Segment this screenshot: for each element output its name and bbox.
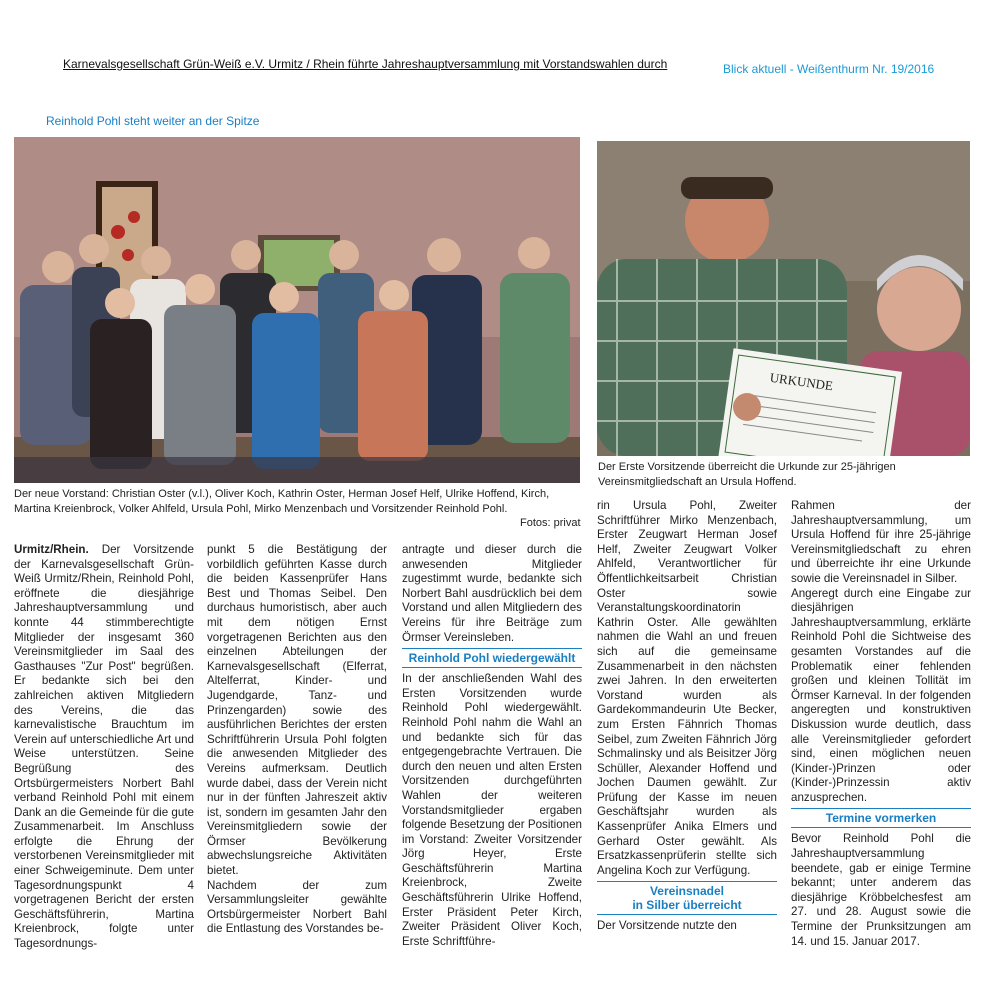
section-heading-silver-pin-line1: Vereinsnadel [649,884,725,899]
certificate-photo [597,141,970,456]
section-heading-reelection: Reinhold Pohl wiedergewählt [402,648,582,668]
article-column-4 [597,499,777,934]
article-column-1 [14,543,194,952]
section-heading-silver-pin-line2: in Silber überreicht [632,898,742,913]
column-4-text-a: rin Ursula Pohl, Zweiter Schriftführer Mirko Menzenbach, Erster Zeugwart Herman Josef Helf, Zweiter Zeugwart Volker Ahlfeld, Verantwortlicher für Öffentlichkeitsarbeit Christian Oster sowie Veranstaltungskoordinatorin Kathrin Oster. Alle gewählten nahmen die Wahl an und freuen sich auf die gemeinsame Zusammenarbeit in den nächsten zwei Jahren. In den erweiterten Vorstand wurden als Gardekommandeurin Ute Becker, zum Ersten Fähnrich Thomas Seibel, zum Zweiten Fähnrich Jörg Schmalinsky und als Beisitzer Jörg Schüller, Alexander Hoffend und Jochen Daumen gewählt. Zur Prüfung der Kasse im neuen Geschäftsjahr wurden als Kassenprüfer Anika Elmers und Gerhard Oster gewählt. Als Ersatzkassenprüferin stellte sich Angelina Koch zur Verfügung. [597,499,777,877]
column-1-text: Der Vorsitzende der Karnevalsgesellschaft Grün-Weiß Urmitz/Rhein, Reinhold Pohl, eröffnete die diesjährige Jahreshauptversammlung und konnte 44 stimmberechtigte Mitglieder der insgesamt 360 Vereinsmitglieder im Saal des Gasthauses "Zur Post" begrüßen. Er bedankte sich bei den zahlreichen aktiven Mitgliedern des Vereins, die das karnevalistische Brauchtum im Verein auf unterschiedliche Art und Weise unterstützen. Seine Begrüßung des Ortsbürgermeisters Norbert Bahl verband Reinhold Pohl mit einem Dank an die Gemeinde für die gute Zusammenarbeit. Im Anschluss erfolgte die Ehrung der verstorbenen Vereinsmitglieder mit einer Schweigeminute. Dem unter Tagesordnungspunkt 4 vorgetragenen Bericht der ersten Geschäftsführerin, Martina Kreienbrock, folgte unter Tagesordnungs- [14,543,194,951]
article-subheadline: Reinhold Pohl steht weiter an der Spitze [46,114,260,128]
article-column-3 [402,543,582,949]
article-column-5 [791,499,971,949]
column-4-text-b: Der Vorsitzende nutzte den [597,919,737,933]
dateline: Urmitz/Rhein. [14,543,89,556]
column-5-text-a2: Angeregt durch eine Eingabe zur diesjährigen Jahreshauptversammlung, erklärte Reinhold Pohl die Sichtweise des gesamten Vorstandes auf die Problematik einer fehlenden großen und kleinen Tollität im Örmser Karneval. In der folgenden angeregten und konstruktiven Diskussion wurde deutlich, dass alle Vereinsmitglieder gefordert sind, einen möglichen neuen (Kinder-)Prinzen oder (Kinder-)Prinzessin aktiv anzusprechen. [791,586,971,804]
certificate-photo-caption: Der Erste Vorsitzende überreicht die Urkunde zur 25-jährigen Vereinsmitgliedschaft an Ursula Hoffend. [598,461,896,488]
column-2-text: punkt 5 die Bestätigung der vorbildlich geführten Kasse durch die beiden Kassenprüfer Hans Best und Thomas Seibel. Den durchaus humoristisch, aber auch mit dem nötigen Ernst vorgetragenen Berichten aus den einzelnen Abteilungen der Karnevalsgesellschaft (Elferrat, Altelferrat, Kinder- und Jugendgarde, Tanz- und Prinzengarden) sowie des ausführlichen Berichtes der ersten Schriftführerin Ursula Pohl folgten die anwesenden Mitglieder des Vereins aufmerksam. Deutlich wurde dabei, dass der Verein nicht nur in der fünften Jahreszeit aktiv ist, sondern im gesamten Jahr den Vereinsmitgliedern sowie der Örmser Bevölkerung abwechslungsreiche Aktivitäten bietet. [207,543,387,878]
publication-source: Blick aktuell - Weißenthurm Nr. 19/2016 [723,62,935,76]
article-column-2 [207,543,387,937]
group-photo-image [14,137,580,483]
certificate-photo-image [597,141,970,456]
section-heading-silver-pin [597,881,777,915]
certificate-title: URKUNDE [768,369,834,394]
column-5-text-b: Bevor Reinhold Pohl die Jahreshauptversammlung beendete, gab er einige Termine bekannt; unter anderem das diesjährige Kröbbelchesfest am 27. und 28. August sowie die Termine der Prunksitzungen am 14. und 15. Januar 2017. [791,832,971,948]
article-header-title: Karnevalsgesellschaft Grün-Weiß e.V. Urmitz / Rhein führte Jahreshauptversammlung mit Vorstandswahlen durch [63,57,668,71]
column-3-text-a: antragte und dieser durch die anwesenden Mitglieder zugestimmt wurde, bedankte sich Norbert Bahl ausdrücklich bei dem Vorstand und allen Mitgliedern des Vereins für ihre Beiträge zum Örmser Vereinsleben. [402,543,582,644]
section-heading-dates: Termine vormerken [791,808,971,828]
group-photo-caption: Der neue Vorstand: Christian Oster (v.l.), Oliver Koch, Kathrin Oster, Herman Josef Helf, Ulrike Hoffend, Kirch, Martina Kreienbrock, Volker Ahlfeld, Ursula Pohl, Mirko Menzenbach und Vorsitzender Reinhold Pohl. [14,488,550,515]
photo-credit: Fotos: privat [520,517,581,529]
group-photo [14,137,580,483]
column-5-text-a: Rahmen der Jahreshauptversammlung, um Ursula Hoffend für ihre 25-jährige Vereinsmitgliedschaft zu ehren und überreichte ihr eine Urkunde sowie die Vereinsnadel in Silber. [791,499,971,585]
column-2-text-b: Nachdem der zum Versammlungsleiter gewählte Ortsbürgermeister Norbert Bahl die Entlastung des Vorstandes be- [207,878,387,936]
column-3-text-b: In der anschließenden Wahl des Ersten Vorsitzenden wurde Reinhold Pohl wiedergewählt. Reinhold Pohl nahm die Wahl an und bedankte sich für das entgegengebrachte Vertrauen. Die durch den neuen und alten Ersten Vorsitzenden durchgeführten Wahlen der weiteren Vorstandsmitglieder ergaben folgende Besetzung der Positionen im Vorstand: Zweiter Vorsitzender Jörg Heyer, Erste Geschäftsführerin Martina Kreienbrock, Zweite Geschäftsführerin Ulrike Hoffend, Erster Präsident Peter Kirch, Zweiter Präsident Oliver Koch, Erste Schriftführe- [402,672,582,948]
